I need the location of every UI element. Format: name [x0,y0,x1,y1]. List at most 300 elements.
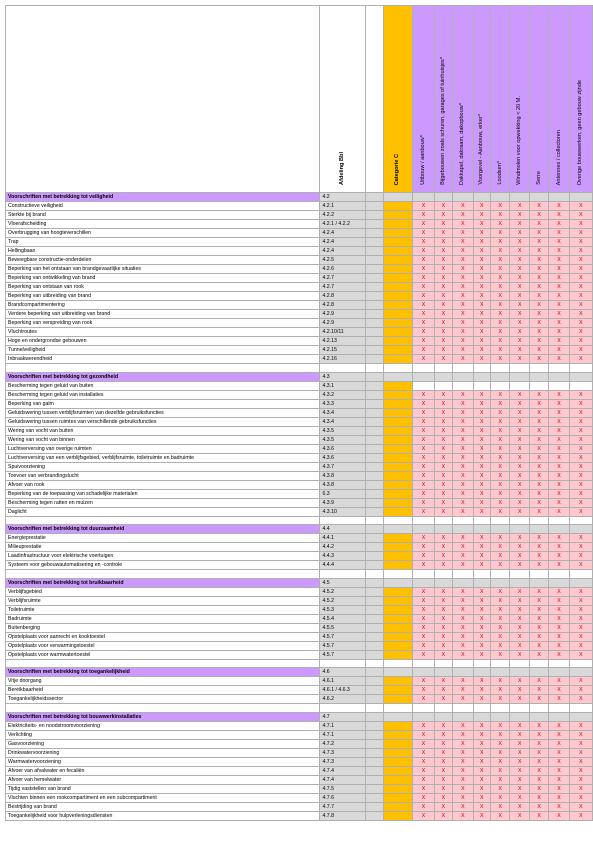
applies-mark: X [491,265,510,274]
category-cell [383,319,413,328]
applies-mark: X [491,686,510,695]
table-row [6,453,593,462]
applies-mark: X [413,721,434,730]
applies-mark: X [413,265,434,274]
requirement-name: Afvoer van hemelwater [6,775,320,784]
applies-mark: X [549,561,569,570]
applies-mark: X [569,730,592,739]
applies-mark: X [491,766,510,775]
blank-cell [365,426,383,435]
category-cell [383,256,413,265]
applies-mark: X [491,247,510,256]
category-cell [383,561,413,570]
article-number [320,516,365,525]
header-art-cell: Afdeling Bbl [320,6,365,193]
requirement-name [6,364,320,373]
applies-mark: X [491,355,510,364]
category-cell [383,686,413,695]
table-row [6,274,593,283]
applies-mark: X [569,498,592,507]
applies-mark: X [529,677,548,686]
applies-mark: X [491,775,510,784]
category-cell [383,193,413,202]
applies-mark: X [473,775,491,784]
applies-mark: X [434,739,452,748]
applies-mark: X [529,444,548,453]
requirement-name: Drinkwatervoorziening [6,748,320,757]
applies-mark: X [529,498,548,507]
blank-cell [365,453,383,462]
table-row [6,220,593,229]
applies-mark: X [413,310,434,319]
applies-mark: X [413,739,434,748]
applies-mark: X [473,695,491,704]
category-cell [383,748,413,757]
applies-mark: X [569,605,592,614]
header-blank-cell [365,6,383,193]
applies-mark: X [529,632,548,641]
empty-cell [549,704,569,713]
category-cell [383,399,413,408]
applies-mark: X [569,220,592,229]
applies-mark: X [413,757,434,766]
empty-cell [434,381,452,390]
article-number: 4.2.2 [320,211,365,220]
applies-mark: X [510,498,529,507]
applies-mark: X [413,399,434,408]
spacer-row [6,659,593,668]
section-cell [529,712,548,721]
applies-mark: X [491,784,510,793]
applies-mark: X [569,650,592,659]
applies-mark: X [510,739,529,748]
applies-mark: X [434,399,452,408]
applies-mark: X [491,238,510,247]
applies-mark: X [434,561,452,570]
table-row [6,552,593,561]
applies-mark: X [434,471,452,480]
article-number: 4.6 [320,668,365,677]
category-cell [383,739,413,748]
applies-mark: X [569,802,592,811]
empty-cell [510,364,529,373]
applies-mark: X [491,623,510,632]
applies-mark: X [473,265,491,274]
applies-mark: X [549,444,569,453]
article-number: 4.5.5 [320,623,365,632]
empty-cell [569,659,592,668]
blank-cell [365,310,383,319]
applies-mark: X [529,408,548,417]
section-cell [473,712,491,721]
applies-mark: X [453,784,473,793]
section-cell [413,372,434,381]
blank-cell [365,319,383,328]
blank-cell [365,766,383,775]
applies-mark: X [434,426,452,435]
applies-mark: X [413,202,434,211]
applies-mark: X [569,337,592,346]
table-row [6,498,593,507]
applies-mark: X [453,543,473,552]
applies-mark: X [413,507,434,516]
applies-mark: X [491,274,510,283]
applies-mark: X [510,552,529,561]
table-row [6,632,593,641]
requirement-name: Tijdig vaststellen van brand [6,784,320,793]
applies-mark: X [549,793,569,802]
applies-mark: X [569,417,592,426]
category-cell [383,802,413,811]
applies-mark: X [413,471,434,480]
applies-mark: X [510,480,529,489]
category-cell [383,784,413,793]
article-number: 4.2.7 [320,274,365,283]
applies-mark: X [569,641,592,650]
applies-mark: X [529,587,548,596]
applies-mark: X [413,784,434,793]
section-header-row [6,668,593,677]
category-cell [383,695,413,704]
requirement-name: Overbrugging van hoogteverschillen [6,229,320,238]
applies-mark: X [453,417,473,426]
applies-mark: X [569,793,592,802]
section-cell [510,525,529,534]
blank-cell [365,802,383,811]
header-col-6: Serre [529,6,548,193]
requirement-name: Verlichting [6,730,320,739]
table-row [6,650,593,659]
applies-mark: X [453,274,473,283]
header-col-7: Antennes / collectoren [549,6,569,193]
empty-cell [413,704,434,713]
applies-mark: X [473,417,491,426]
blank-cell [365,739,383,748]
applies-mark: X [529,301,548,310]
applies-mark: X [413,435,434,444]
applies-mark: X [529,543,548,552]
applies-mark: X [510,229,529,238]
article-number: 4.5.4 [320,614,365,623]
applies-mark: X [413,211,434,220]
applies-mark: X [549,587,569,596]
applies-mark: X [549,301,569,310]
applies-mark: X [491,292,510,301]
applies-mark: X [549,238,569,247]
applies-mark: X [473,802,491,811]
applies-mark: X [413,346,434,355]
header-col-0: Uitbouw / aanbouw* [413,6,434,193]
applies-mark: X [569,453,592,462]
section-cell [510,578,529,587]
applies-mark: X [510,274,529,283]
article-number: 4.6.2 [320,695,365,704]
category-cell [383,301,413,310]
applies-mark: X [434,408,452,417]
applies-mark: X [453,444,473,453]
table-row [6,426,593,435]
applies-mark: X [529,337,548,346]
category-cell [383,426,413,435]
applies-mark: X [473,748,491,757]
applies-mark: X [549,641,569,650]
applies-mark: X [510,283,529,292]
applies-mark: X [413,650,434,659]
empty-cell [453,516,473,525]
applies-mark: X [549,632,569,641]
blank-cell [365,364,383,373]
blank-cell [365,292,383,301]
applies-mark: X [453,319,473,328]
applies-mark: X [529,552,548,561]
category-cell [383,292,413,301]
applies-mark: X [510,614,529,623]
applies-mark: X [453,489,473,498]
applies-mark: X [434,453,452,462]
requirement-name: Geluidswering tussen ruimtes van verschillende gebruiksfuncties [6,417,320,426]
applies-mark: X [473,552,491,561]
article-number: 4.7.3 [320,748,365,757]
applies-mark: X [569,328,592,337]
applies-mark: X [529,211,548,220]
empty-cell [473,516,491,525]
blank-cell [365,757,383,766]
applies-mark: X [473,811,491,820]
applies-mark: X [434,390,452,399]
applies-mark: X [549,730,569,739]
section-cell [510,193,529,202]
requirement-name: Beperking van het ontstaan van brandgevaarlijke situaties [6,265,320,274]
empty-cell [569,516,592,525]
applies-mark: X [529,721,548,730]
applies-mark: X [491,471,510,480]
applies-mark: X [453,471,473,480]
empty-cell [569,381,592,390]
requirement-name: Brandcompartimentering [6,301,320,310]
applies-mark: X [453,721,473,730]
table-row [6,507,593,516]
applies-mark: X [473,319,491,328]
article-number: 4.7.5 [320,784,365,793]
applies-mark: X [473,721,491,730]
applies-mark: X [529,390,548,399]
applies-mark: X [491,802,510,811]
applies-mark: X [529,435,548,444]
category-cell [383,570,413,579]
empty-cell [549,364,569,373]
applies-mark: X [491,650,510,659]
blank-cell [365,247,383,256]
applies-mark: X [510,587,529,596]
article-number: 4.3.1 [320,381,365,390]
header-col-2: Dakkapel, dakraam, dakopbouw* [453,6,473,193]
requirement-name: Luchtverversing van overige ruimten [6,444,320,453]
applies-mark: X [453,301,473,310]
applies-mark: X [434,721,452,730]
applies-mark: X [569,811,592,820]
applies-mark: X [529,686,548,695]
applies-mark: X [549,355,569,364]
applies-mark: X [549,721,569,730]
applies-mark: X [569,408,592,417]
applies-mark: X [569,229,592,238]
requirement-name: Beweegbare constructie-onderdelen [6,256,320,265]
applies-mark: X [549,695,569,704]
category-cell [383,489,413,498]
applies-mark: X [510,793,529,802]
applies-mark: X [549,811,569,820]
requirement-name: Verblijfsruimte [6,596,320,605]
applies-mark: X [453,623,473,632]
section-cell [434,578,452,587]
applies-mark: X [413,390,434,399]
article-number: 4.2.13 [320,337,365,346]
applies-mark: X [510,265,529,274]
header-col-8: Overige bouwwerken, geen gebouw zijnde [569,6,592,193]
blank-cell [365,552,383,561]
applies-mark: X [491,605,510,614]
applies-mark: X [473,346,491,355]
blank-cell [365,516,383,525]
applies-mark: X [510,211,529,220]
applies-mark: X [434,596,452,605]
applies-mark: X [569,435,592,444]
category-cell [383,507,413,516]
requirement-name: Badruimte [6,614,320,623]
applies-mark: X [453,202,473,211]
applies-mark: X [529,623,548,632]
category-cell [383,543,413,552]
applies-mark: X [453,695,473,704]
table-row [6,686,593,695]
applies-mark: X [549,498,569,507]
applies-mark: X [549,471,569,480]
article-number: 4.3.4 [320,417,365,426]
article-number: 4.2.4 [320,247,365,256]
applies-mark: X [510,328,529,337]
applies-mark: X [491,677,510,686]
applies-mark: X [549,220,569,229]
blank-cell [365,587,383,596]
applies-mark: X [569,211,592,220]
applies-mark: X [569,462,592,471]
applies-mark: X [510,802,529,811]
section-cell [453,525,473,534]
applies-mark: X [453,453,473,462]
applies-mark: X [473,498,491,507]
empty-cell [491,381,510,390]
empty-cell [453,704,473,713]
applies-mark: X [413,256,434,265]
applies-mark: X [453,802,473,811]
category-cell [383,444,413,453]
blank-cell [365,256,383,265]
applies-mark: X [453,355,473,364]
applies-mark: X [413,453,434,462]
article-number: 4.3.2 [320,390,365,399]
applies-mark: X [491,489,510,498]
empty-cell [491,704,510,713]
applies-mark: X [473,739,491,748]
category-cell [383,229,413,238]
blank-cell [365,730,383,739]
table-row [6,766,593,775]
table-row [6,677,593,686]
table-row [6,775,593,784]
empty-cell [510,659,529,668]
applies-mark: X [434,534,452,543]
applies-mark: X [549,757,569,766]
category-cell [383,712,413,721]
applies-mark: X [569,748,592,757]
article-number: 4.4.1 [320,534,365,543]
category-cell [383,766,413,775]
empty-cell [434,570,452,579]
applies-mark: X [510,247,529,256]
applies-mark: X [491,346,510,355]
applies-mark: X [434,686,452,695]
blank-cell [365,507,383,516]
applies-mark: X [491,596,510,605]
applies-mark: X [529,730,548,739]
applies-mark: X [453,211,473,220]
article-number: 4.3 [320,372,365,381]
applies-mark: X [491,229,510,238]
article-number: 4.4.3 [320,552,365,561]
applies-mark: X [453,310,473,319]
article-number: 4.3.5 [320,435,365,444]
requirement-name: Buitenberging [6,623,320,632]
applies-mark: X [473,757,491,766]
requirement-name: Wering van vocht van buiten [6,426,320,435]
table-row [6,480,593,489]
applies-mark: X [453,399,473,408]
empty-cell [413,659,434,668]
applies-mark: X [434,274,452,283]
section-cell [569,372,592,381]
article-number: 4.7.4 [320,775,365,784]
category-cell [383,775,413,784]
applies-mark: X [510,766,529,775]
applies-mark: X [453,561,473,570]
applies-mark: X [434,766,452,775]
article-number: 4.5.7 [320,641,365,650]
applies-mark: X [569,623,592,632]
applies-mark: X [473,355,491,364]
section-cell [413,712,434,721]
applies-mark: X [453,390,473,399]
applies-mark: X [510,605,529,614]
blank-cell [365,784,383,793]
category-cell [383,704,413,713]
applies-mark: X [569,310,592,319]
section-cell [491,525,510,534]
spacer-row [6,570,593,579]
applies-mark: X [413,444,434,453]
table-row [6,310,593,319]
applies-mark: X [473,256,491,265]
applies-mark: X [529,811,548,820]
table-row [6,283,593,292]
applies-mark: X [510,730,529,739]
blank-cell [365,471,383,480]
applies-mark: X [569,489,592,498]
blank-cell [365,721,383,730]
applies-mark: X [510,677,529,686]
applies-mark: X [413,337,434,346]
applies-mark: X [453,775,473,784]
requirement-name: Laadinfrastructuur voor elektrische voertuigen [6,552,320,561]
